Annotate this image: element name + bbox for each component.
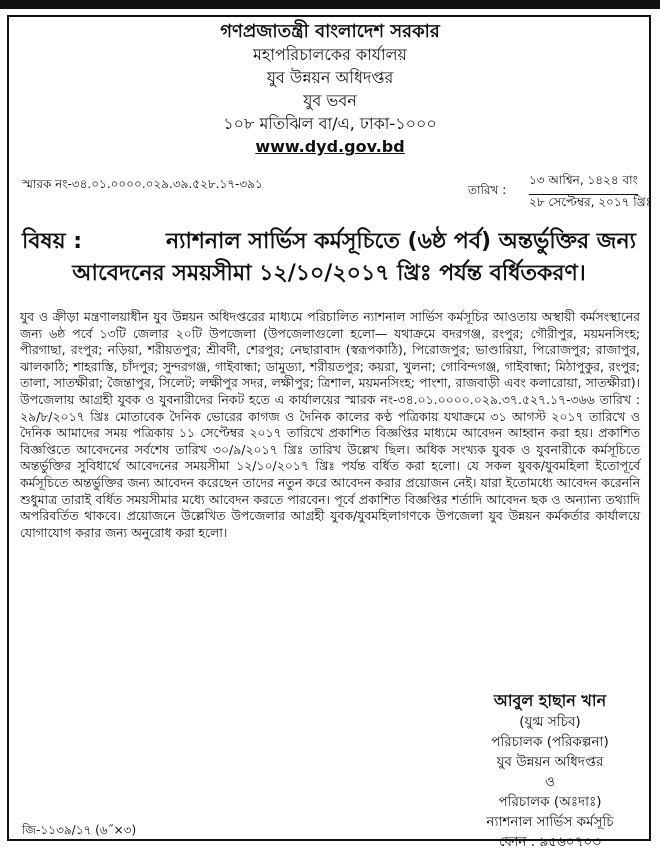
memo-reference: স্মারক নং-৩৪.০১.০০০০.০২৯.৩৯.৫২৮.১৭-৩৯১ (22, 177, 263, 191)
building-name: যুব ভবন (303, 91, 357, 110)
date-label: তারিখ : (468, 183, 507, 197)
signatory-org-2: ন্যাশনাল সার্ভিস কর্মসূচি (486, 814, 614, 830)
signatory-title-2: পরিচালক (অঃদাঃ) (498, 794, 602, 810)
website-link[interactable]: www.dyd.gov.bd (255, 137, 405, 156)
office-name: মহাপরিচালকের কার্যালয় (253, 45, 407, 64)
signatory-and: ও (545, 774, 555, 790)
signature-block (450, 690, 650, 852)
letterhead (0, 20, 660, 158)
subject-heading (22, 226, 636, 290)
footer-code: জি-১১৩৯/১৭ (৬˝×৩) (22, 823, 137, 837)
signatory-rank: (যুগ্ম সচিব) (519, 714, 581, 730)
date-bangla: ১৩ আশ্বিন, ১৪২৪ বাং (529, 172, 638, 195)
date-english: ২৮ সেপ্টেম্বর, ২০১৭ খ্রিঃ (529, 195, 653, 209)
signatory-org-1: যুব উন্নয়ন অধিদপ্তর (496, 754, 604, 770)
notice-body: যুব ও ক্রীড়া মন্ত্রণালয়াধীন যুব উন্নয়ন অধিদপ্তরের মাধ্যমে পরিচালিত ন্যাশনাল সার্ভিস কর্মসূচির আওতায় অস্থায়ী কর্মসংস্থানের জন্য ৬ষ্ঠ পর্বে ১৩টি জেলার ২০টি উপজেলা (উপজেলাগুলো হলো— যথাক্রমে বদরগঞ্জ, রংপুর; গৌরীপুর, ময়মনসিংহ; পীরগাছা, রংপুর; নড়িয়া, শরীয়তপুর; শ্রীবর্দী, শেরপুর; নেছারাবাদ (স্বরূপকাঠি), পিরোজপুর; ভাণ্ডারিয়া, পিরোজপুর; রাজাপুর, ঝালকাঠি; শাহরাস্তি, চাঁদপুর; সুন্দরগঞ্জ, গাইবান্ধা; ডামুড্যা, শরীয়তপুর; কয়রা, খুলনা; গোবিন্দগঞ্জ, গাইবান্ধা; মিঠাপুকুর, রংপুর; তালা, সাতক্ষীরা; জৈন্তাপুর, সিলেট; লক্ষীপুর সদর, লক্ষীপুর; ত্রিশাল, ময়মনসিংহ; পাংশা, রাজবাড়ী এবং কলারোয়া, সাতক্ষীরা)। উপজেলায় আগ্রহী যুবক ও যুবনারীদের নিকট হতে এ কার্যালয়ের স্মারক নং-৩৪.০১.০০০০.০২৯.৩৭.৫২৭.১৭-৩৬৬ তারিখ : ২৯/৮/২০১৭ খ্রিঃ মোতাবেক দৈনিক ভোরের কাগজ ও দৈনিক কালের কণ্ঠ পত্রিকায় যথাক্রমে ৩১ আগস্ট ২০১৭ তারিখে ও দৈনিক আমাদের সময় পত্রিকায় ১১ সেপ্টেম্বর ২০১৭ তারিখে প্রকাশিত বিজ্ঞপ্তির মাধ্যমে আবেদন আহ্বান করা হয়। প্রকাশিত বিজ্ঞপ্তিতে আবেদনের সর্বশেষ তারিখ ৩০/৯/২০১৭ খ্রিঃ তারিখ উল্লেখ ছিল। অধিক সংখ্যক যুবক ও যুবনারীকে কর্মসূচিতে অন্তর্ভুক্তির সুবিধার্থে আবেদনের সময়সীমা ১২/১০/২০১৭ খ্রিঃ পর্যন্ত বর্ধিত করা হলো। যে সকল যুবক/যুবমহিলা ইতোপূর্বে কর্মসূচিতে অন্তর্ভুক্তির জন্য আবেদন করেছেন তাদের নতুন করে আবেদন করার প্রয়োজন নেই। যারা ইতোমধ্যে আবেদন করেননি শুধুমাত্র তারাই বর্ধিত সময়সীমার মধ্যে আবেদন করতে পারবেন। পূর্বে প্রকাশিত বিজ্ঞপ্তির শর্তাদি আবেদন ছক ও অন্যান্য তথ্যাদি অপরিবর্তিত থাকবে। প্রয়োজনে উল্লেখিত উপজেলার আগ্রহী যুবক/যুবমহিলাগণকে উপজেলা যুব উন্নয়ন কর্মকর্তার কার্যালয়ে যোগাযোগ করার জন্য অনুরোধ করা হলো। (20, 309, 640, 540)
government-name: গণপ্রজাতন্ত্রী বাংলাদেশ সরকার (220, 21, 440, 42)
address: ১০৮ মতিঝিল বা/এ, ঢাকা-১০০০ (223, 114, 437, 133)
subject-line-1: ন্যাশনাল সার্ভিস কর্মসূচিতে (৬ষ্ঠ পর্ব) অন্তর্ভুক্তির জন্য (165, 229, 636, 254)
department-name: যুব উন্নয়ন অধিদপ্তর (266, 68, 394, 87)
signatory-name: আবুল হাছান খান (493, 691, 607, 710)
subject-line-2: আবেদনের সময়সীমা ১২/১০/২০১৭ খ্রিঃ পর্যন্ত বর্ধিতকরণ। (72, 261, 586, 286)
subject-label: বিষয় : (22, 229, 83, 254)
top-black-bar (0, 0, 660, 9)
signatory-phone: ফোন : ৯৫৬০৭০৩ (499, 834, 601, 850)
signatory-title-1: পরিচালক (পরিকল্পনা) (491, 734, 609, 750)
